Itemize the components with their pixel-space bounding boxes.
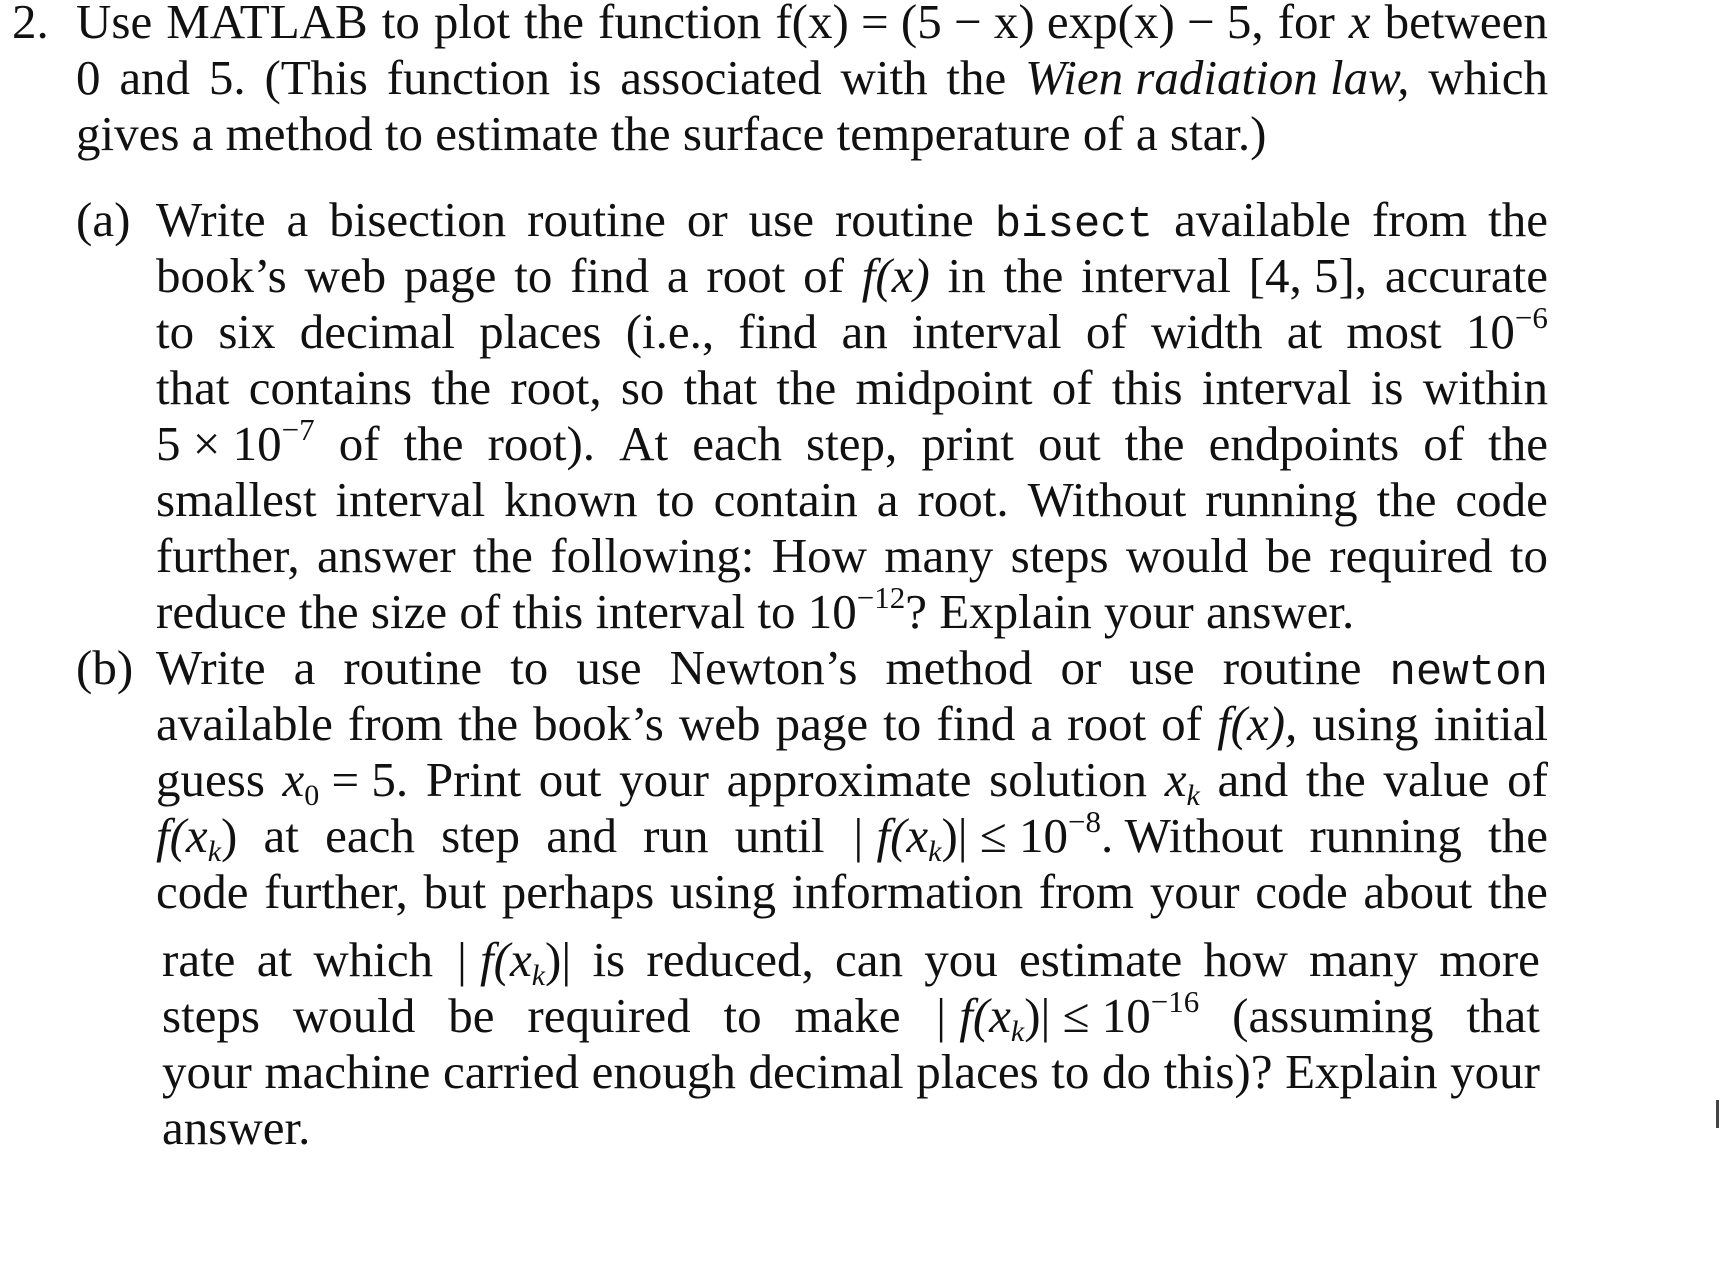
code-bisect: bisect bbox=[994, 200, 1154, 250]
tolerance-expression bbox=[934, 986, 1200, 1046]
word: but bbox=[423, 864, 487, 919]
math-text: = 5. bbox=[319, 752, 409, 807]
word: is bbox=[568, 50, 602, 105]
word: (i.e., bbox=[625, 304, 715, 359]
interval: [4, 5], bbox=[1248, 248, 1368, 303]
word: use bbox=[576, 640, 642, 695]
word: MATLAB bbox=[166, 0, 368, 49]
part-a-line-1 bbox=[156, 190, 1548, 250]
math-xk bbox=[1165, 750, 1200, 810]
sentence: reduce the size of this interval to 10 bbox=[156, 584, 857, 639]
part-a-line-6 bbox=[156, 470, 1548, 530]
tolerance-expression bbox=[851, 806, 1284, 866]
word: run bbox=[643, 808, 709, 863]
word: your bbox=[1450, 1044, 1540, 1099]
problem-number: 2. bbox=[12, 0, 49, 49]
math-text: | f(x bbox=[933, 988, 1011, 1043]
word: steps bbox=[1010, 528, 1109, 583]
word: the bbox=[1124, 416, 1185, 471]
math-variable: x bbox=[282, 752, 305, 807]
word: running bbox=[1205, 472, 1358, 527]
part-b-line-9 bbox=[162, 1098, 310, 1158]
word: do bbox=[1101, 1044, 1151, 1099]
word: use bbox=[748, 192, 814, 247]
word: using bbox=[1312, 696, 1419, 751]
word: many bbox=[1309, 932, 1418, 987]
math-text: | f(x bbox=[454, 932, 532, 987]
part-b-line-2 bbox=[156, 694, 1548, 754]
math-text: | f(x bbox=[850, 808, 929, 863]
word: midpoint bbox=[855, 360, 1033, 415]
problem-line-3 bbox=[76, 104, 1267, 164]
word: book’s bbox=[156, 248, 287, 303]
word: make bbox=[794, 988, 901, 1043]
word: six bbox=[218, 304, 276, 359]
word: many bbox=[884, 528, 994, 583]
sentence: ? Explain your answer. bbox=[905, 584, 1355, 639]
word: the bbox=[524, 0, 584, 49]
exponent: −6 bbox=[1514, 300, 1548, 335]
word: rate bbox=[162, 932, 236, 987]
word: function bbox=[386, 50, 550, 105]
math-f-of-xk bbox=[156, 806, 237, 866]
abs-f-of-xk bbox=[454, 930, 571, 990]
word: root bbox=[706, 248, 786, 303]
word: the bbox=[1305, 752, 1366, 807]
word: routine bbox=[343, 640, 483, 695]
word: the bbox=[1488, 416, 1548, 471]
math-text: ) bbox=[221, 808, 238, 863]
code-newton: newton bbox=[1389, 648, 1548, 698]
word: contains bbox=[248, 360, 413, 415]
word: root). bbox=[487, 416, 596, 471]
word: 0 bbox=[76, 50, 101, 105]
math-expression: f(x) bbox=[861, 248, 930, 303]
word: of bbox=[1051, 360, 1093, 415]
subscript: k bbox=[928, 835, 942, 868]
word: from bbox=[347, 696, 444, 751]
part-a-line-3 bbox=[156, 302, 1548, 362]
part-b-line-5 bbox=[156, 862, 1548, 922]
word: to bbox=[1509, 528, 1548, 583]
word: more bbox=[1439, 932, 1540, 987]
word: would bbox=[292, 988, 416, 1043]
part-a-line-8 bbox=[156, 582, 1354, 642]
math-text: . Without bbox=[1101, 808, 1284, 863]
word: known bbox=[504, 472, 638, 527]
word: available bbox=[156, 696, 333, 751]
math-expression: f(x), bbox=[1217, 696, 1298, 751]
word: associated bbox=[620, 50, 822, 105]
word: from bbox=[1371, 192, 1468, 247]
part-b-line-4 bbox=[156, 806, 1548, 866]
word: to bbox=[656, 472, 695, 527]
word: the bbox=[403, 416, 464, 471]
word: of bbox=[338, 416, 380, 471]
subscript: 0 bbox=[304, 779, 320, 812]
word: to bbox=[1051, 1044, 1090, 1099]
word: following: bbox=[550, 528, 755, 583]
part-b-line-8 bbox=[162, 1042, 1540, 1102]
word: be bbox=[448, 988, 495, 1043]
math-variable: x bbox=[1348, 0, 1371, 49]
word: Explain bbox=[1285, 1044, 1438, 1099]
word: web bbox=[678, 696, 761, 751]
word: to bbox=[510, 640, 549, 695]
subscript: k bbox=[531, 959, 546, 992]
word: routine bbox=[527, 192, 666, 247]
word: routine bbox=[834, 192, 974, 247]
word: decimal bbox=[748, 1044, 904, 1099]
word: required bbox=[527, 988, 691, 1043]
function-formula: f(x) = (5 − x) exp(x) − 5, bbox=[775, 0, 1264, 49]
word: enough bbox=[591, 1044, 736, 1099]
word: root, bbox=[510, 360, 602, 415]
word: out bbox=[538, 752, 602, 807]
word: an bbox=[841, 304, 888, 359]
word: Without bbox=[1027, 472, 1187, 527]
word: interval bbox=[1201, 360, 1352, 415]
math-text: )| ≤ 10 bbox=[1024, 988, 1151, 1043]
word: running bbox=[1309, 808, 1462, 863]
word: is bbox=[592, 932, 626, 987]
word: your bbox=[1149, 864, 1240, 919]
word: estimate bbox=[1018, 932, 1183, 987]
word: plot bbox=[433, 0, 511, 49]
word: to bbox=[883, 696, 922, 751]
word: smallest bbox=[156, 472, 317, 527]
word: to bbox=[514, 248, 553, 303]
word: the bbox=[1003, 248, 1064, 303]
word: a bbox=[666, 248, 689, 303]
word: that bbox=[1466, 988, 1540, 1043]
word: or bbox=[686, 192, 728, 247]
part-b-line-6 bbox=[162, 930, 1540, 990]
word: At bbox=[619, 416, 669, 471]
exponent: −7 bbox=[281, 412, 315, 447]
word: Print bbox=[425, 752, 522, 807]
word: and bbox=[119, 50, 191, 105]
word: root. bbox=[917, 472, 1009, 527]
word: to bbox=[381, 0, 420, 49]
word: width bbox=[1150, 304, 1263, 359]
word: at bbox=[256, 932, 293, 987]
word: the bbox=[1488, 808, 1548, 863]
word: Newton’s bbox=[669, 640, 858, 695]
word: until bbox=[734, 808, 825, 863]
word: and bbox=[546, 808, 617, 863]
word: step bbox=[441, 808, 521, 863]
word: at bbox=[1286, 304, 1323, 359]
word: within bbox=[1422, 360, 1548, 415]
word: how bbox=[1203, 932, 1288, 987]
part-b-line-1 bbox=[156, 638, 1548, 698]
word: step, bbox=[806, 416, 898, 471]
part-a-line-7 bbox=[156, 526, 1548, 586]
word: Write bbox=[156, 640, 266, 695]
word: the bbox=[776, 360, 837, 415]
word: function bbox=[598, 0, 762, 49]
word: a bbox=[293, 640, 316, 695]
word: the bbox=[946, 50, 1007, 105]
exponent: −12 bbox=[856, 580, 906, 615]
word: reduced, bbox=[646, 932, 814, 987]
word: can bbox=[834, 932, 903, 987]
part-b-label: (b) bbox=[76, 640, 134, 695]
word: 5. bbox=[208, 50, 246, 105]
exponent: −8 bbox=[1068, 804, 1101, 839]
word: of bbox=[803, 248, 844, 303]
word: and bbox=[1217, 752, 1289, 807]
word: each bbox=[692, 416, 782, 471]
word: information bbox=[791, 864, 1024, 919]
power-of-ten bbox=[156, 414, 315, 474]
word: book’s bbox=[533, 696, 664, 751]
word: contain bbox=[713, 472, 858, 527]
word: find bbox=[936, 696, 1016, 751]
wien-law-term: Wien radiation law, bbox=[1025, 50, 1410, 105]
word: in bbox=[947, 248, 986, 303]
word: code bbox=[1455, 472, 1548, 527]
word: places bbox=[479, 304, 602, 359]
subscript: k bbox=[1186, 779, 1200, 812]
word: the bbox=[458, 696, 519, 751]
word: the bbox=[473, 528, 533, 583]
word: out bbox=[1037, 416, 1101, 471]
word: this bbox=[1111, 360, 1183, 415]
part-a-line-5 bbox=[156, 414, 1548, 474]
word: to bbox=[156, 304, 195, 359]
word: Use bbox=[76, 0, 153, 49]
word: at bbox=[263, 808, 299, 863]
word: value bbox=[1383, 752, 1490, 807]
word: interval bbox=[335, 472, 486, 527]
word: perhaps bbox=[501, 864, 655, 919]
word: about bbox=[1363, 864, 1473, 919]
word: which bbox=[1428, 50, 1548, 105]
word: of bbox=[1085, 304, 1127, 359]
word: between bbox=[1384, 0, 1548, 49]
part-b-line-7 bbox=[162, 986, 1540, 1046]
word: guess bbox=[156, 752, 265, 807]
word: (This bbox=[264, 50, 368, 105]
word: that bbox=[156, 360, 230, 415]
word: find bbox=[570, 248, 650, 303]
word: accurate bbox=[1384, 248, 1548, 303]
word: of bbox=[1507, 752, 1548, 807]
word: find bbox=[738, 304, 818, 359]
word: interval bbox=[912, 304, 1062, 359]
word: approximate bbox=[726, 752, 972, 807]
math-text: )| bbox=[545, 932, 572, 987]
word: page bbox=[403, 248, 497, 303]
word: a bbox=[286, 192, 309, 247]
word: so bbox=[620, 360, 665, 415]
math-variable: x bbox=[1164, 752, 1187, 807]
word: each bbox=[325, 808, 415, 863]
word: Write bbox=[156, 192, 266, 247]
word: places bbox=[916, 1044, 1039, 1099]
word: method bbox=[885, 640, 1033, 695]
word: code bbox=[156, 864, 249, 919]
word: How bbox=[771, 528, 868, 583]
word: available bbox=[1174, 192, 1351, 247]
word: using bbox=[669, 864, 777, 919]
word: machine bbox=[264, 1044, 431, 1099]
word: most bbox=[1346, 304, 1442, 359]
word: would bbox=[1125, 528, 1249, 583]
word: solution bbox=[989, 752, 1148, 807]
word: interval bbox=[1081, 248, 1231, 303]
word: steps bbox=[162, 988, 260, 1043]
word: that bbox=[683, 360, 758, 415]
word: (assuming bbox=[1232, 988, 1434, 1043]
word: the bbox=[431, 360, 492, 415]
word: of bbox=[1161, 696, 1202, 751]
word: code bbox=[1255, 864, 1348, 919]
word: initial bbox=[1433, 696, 1548, 751]
word: of bbox=[1423, 416, 1465, 471]
word: carried bbox=[443, 1044, 580, 1099]
word: this)? bbox=[1163, 1044, 1273, 1099]
math-text: )| ≤ 10 bbox=[941, 808, 1069, 863]
word: from bbox=[1038, 864, 1135, 919]
word: decimal bbox=[299, 304, 455, 359]
word: endpoints bbox=[1208, 416, 1400, 471]
page-edge-mark bbox=[1716, 1100, 1719, 1128]
part-a-label: (a) bbox=[76, 192, 131, 247]
word: answer. bbox=[162, 1100, 311, 1155]
word: required bbox=[1329, 528, 1493, 583]
word: answer bbox=[316, 528, 456, 583]
part-b-line-3 bbox=[156, 750, 1548, 810]
subscript: k bbox=[207, 835, 222, 868]
part-a-line-4 bbox=[156, 358, 1548, 418]
word: use bbox=[1129, 640, 1195, 695]
word: to bbox=[723, 988, 762, 1043]
word: print bbox=[921, 416, 1014, 471]
word: the bbox=[1487, 864, 1548, 919]
initial-guess-expression bbox=[283, 750, 409, 810]
power-base: 10 bbox=[1465, 304, 1515, 359]
word: be bbox=[1265, 528, 1312, 583]
word: further, bbox=[264, 864, 408, 919]
word: web bbox=[304, 248, 387, 303]
word: a bbox=[1030, 696, 1053, 751]
word: root bbox=[1067, 696, 1147, 751]
power-of-ten bbox=[1466, 302, 1548, 362]
sentence: gives a method to estimate the surface temperature of a star.) bbox=[76, 106, 1267, 161]
word: which bbox=[313, 932, 434, 987]
word: a bbox=[876, 472, 899, 527]
word: routine bbox=[1222, 640, 1362, 695]
problem-line-2 bbox=[76, 48, 1548, 108]
word: bisection bbox=[329, 192, 507, 247]
word: page bbox=[775, 696, 869, 751]
math-text: f(x bbox=[156, 808, 208, 863]
word: or bbox=[1060, 640, 1102, 695]
exponent: −16 bbox=[1150, 984, 1200, 1019]
word: is bbox=[1370, 360, 1404, 415]
word: you bbox=[924, 932, 998, 987]
word: the bbox=[1488, 192, 1548, 247]
word: your bbox=[162, 1044, 252, 1099]
word: with bbox=[840, 50, 928, 105]
problem-line-1 bbox=[76, 0, 1548, 52]
part-a-line-2 bbox=[156, 246, 1548, 306]
word: further, bbox=[156, 528, 300, 583]
word: for bbox=[1277, 0, 1335, 49]
power-base: 5 × 10 bbox=[156, 416, 282, 471]
word: your bbox=[619, 752, 709, 807]
subscript: k bbox=[1010, 1015, 1025, 1048]
word: the bbox=[1376, 472, 1437, 527]
